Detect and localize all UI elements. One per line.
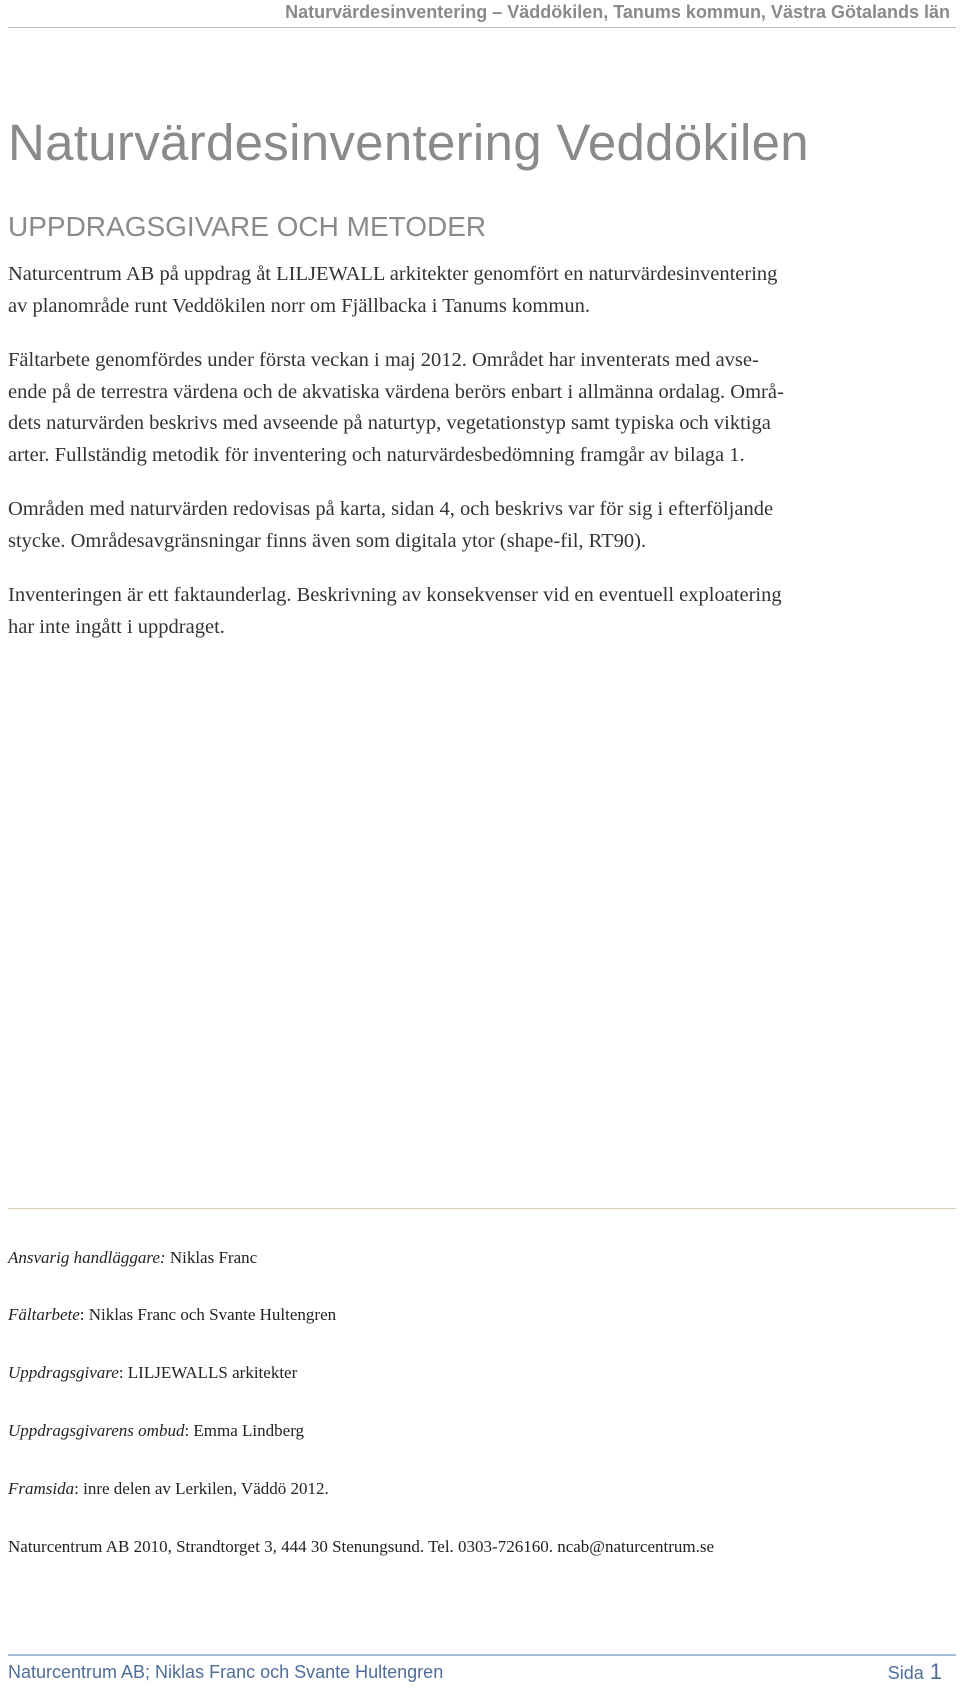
page-number: 1 [929,1659,942,1684]
page-label: Sida [887,1663,924,1683]
running-header: Naturvärdesinventering – Väddökilen, Tanums kommun, Västra Götalands län [285,2,950,22]
paragraph-line: av planområde runt Veddökilen norr om Fjällbacka i Tanums kommun. [8,294,590,317]
credit-framsida [8,1479,329,1499]
credit-value: : LILJEWALLS arkitekter [118,1363,298,1382]
credit-label: Fältarbete [8,1305,80,1324]
paragraph-line: Fältarbete genomfördes under första veckan i maj 2012. Området har inventerats med avse- [8,349,759,371]
credit-label: Uppdragsgivarens ombud [8,1421,185,1440]
credit-value: Niklas Franc [165,1248,258,1267]
credit-label: Uppdragsgivare [8,1363,119,1382]
paragraph-areas [8,494,948,557]
credit-label: Ansvarig handläggare: [8,1248,166,1267]
paragraph-intro [8,259,948,322]
credit-ombud [8,1421,304,1441]
paragraph-disclaimer [8,580,948,643]
paragraph-line: har inte ingått i uppdraget. [8,615,225,638]
credit-value: : inre delen av Lerkilen, Väddö 2012. [74,1479,329,1498]
credit-value: : Niklas Franc och Svante Hultengren [79,1305,337,1324]
company-address: Naturcentrum AB 2010, Strandtorget 3, 444 30 Stenungsund. Tel. 0303-726160. ncab@naturcentrum.se [8,1537,715,1556]
footer-authors: Naturcentrum AB; Niklas Franc och Svante Hultengren [8,1662,444,1682]
credit-value: : Emma Lindberg [184,1421,305,1440]
page-indicator [888,1659,942,1685]
footer-divider [8,1654,956,1656]
header-divider [8,27,956,28]
paragraph-line: stycke. Områdesavgränsningar finns även som digitala ytor (shape-fil, RT90). [8,529,647,552]
paragraph-fieldwork [8,345,948,471]
credit-faltarbete [8,1305,336,1325]
paragraph-line: dets naturvärden beskrivs med avseende på naturtyp, vegetationstyp samt typiska och viktiga [8,412,771,434]
credit-label: Framsida [8,1479,75,1498]
credits-divider [8,1208,956,1209]
credit-uppdragsgivare [8,1363,297,1383]
body-text [8,259,948,666]
section-heading: UPPDRAGSGIVARE OCH METODER [8,211,487,242]
document-title: Naturvärdesinventering Veddökilen [8,114,809,171]
paragraph-line: arter. Fullständig metodik för inventering och naturvärdesbedömning framgår av bilaga 1. [8,443,745,466]
paragraph-line: Naturcentrum AB på uppdrag åt LILJEWALL arkitekter genomfört en naturvärdesinventering [8,263,778,285]
paragraph-line: ende på de terrestra värdena och de akvatiska värdena berörs enbart i allmänna ordalag. Områ- [8,380,784,403]
paragraph-line: Inventeringen är ett faktaunderlag. Beskrivning av konsekvenser vid en eventuell exploatering [8,584,782,606]
paragraph-line: Områden med naturvärden redovisas på karta, sidan 4, och beskrivs var för sig i efterföljande [8,498,774,520]
credit-handlaggare [8,1248,257,1268]
